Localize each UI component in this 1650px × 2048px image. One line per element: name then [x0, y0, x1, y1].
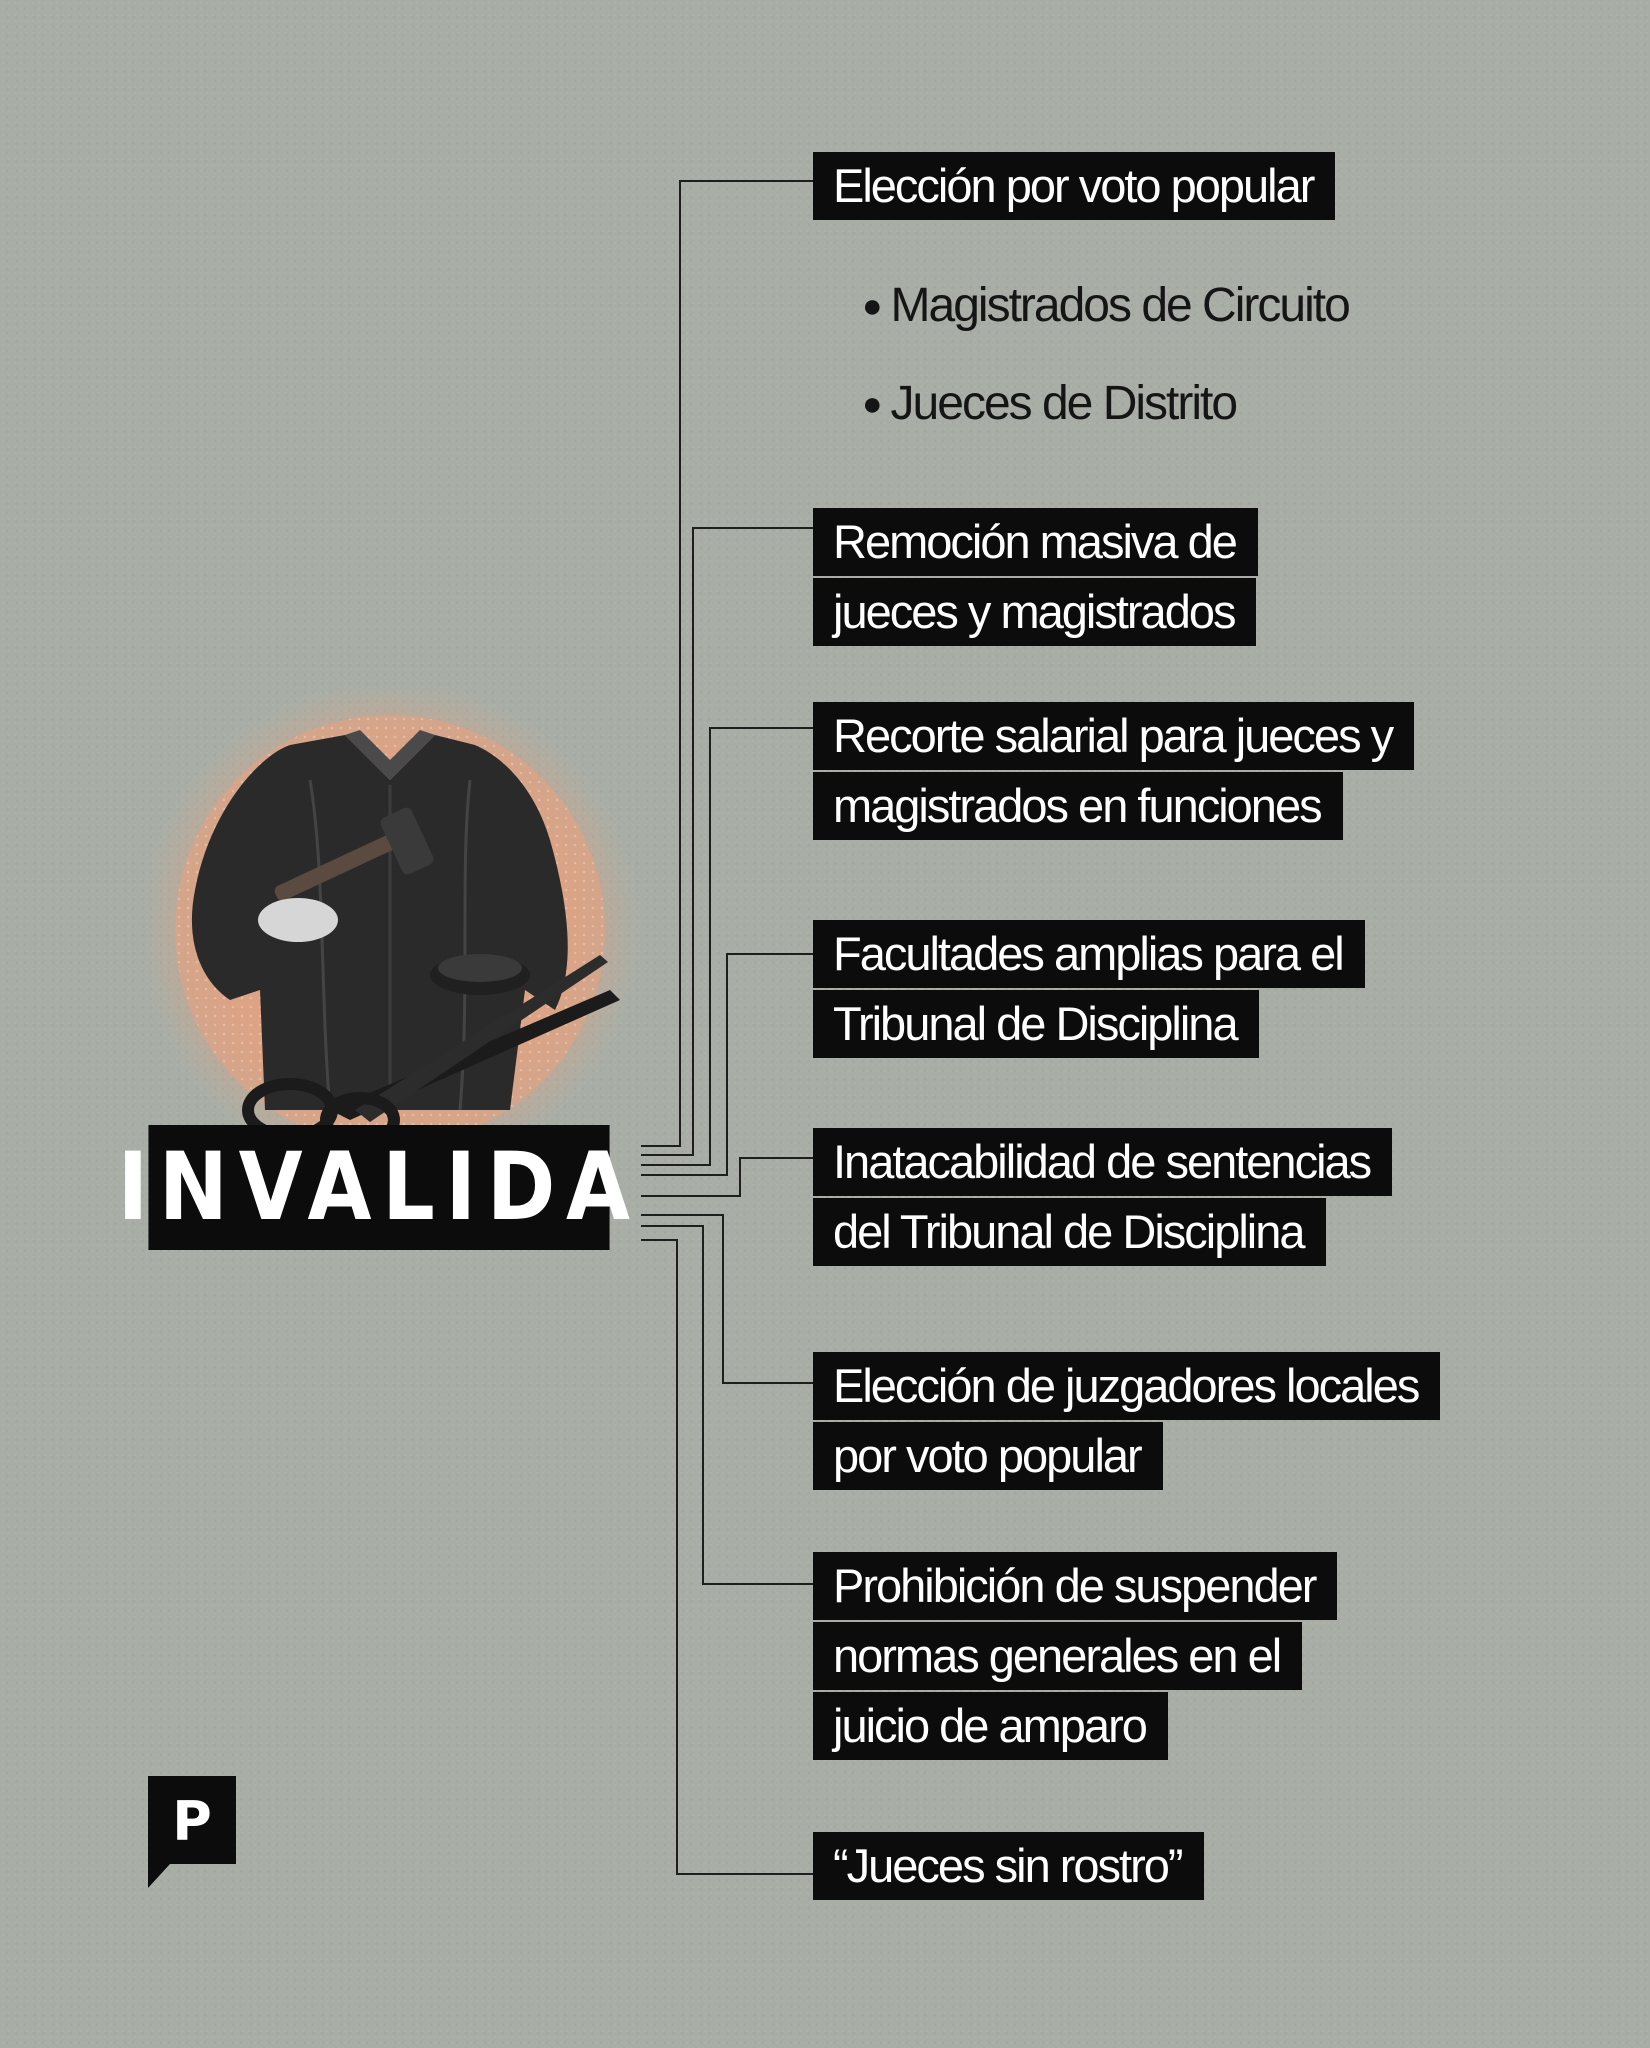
sub-item-1	[862, 278, 1349, 333]
connector-8	[641, 1240, 813, 1874]
publisher-logo-icon	[148, 1776, 236, 1888]
item-5	[813, 1128, 1392, 1268]
item-5-line-2: del Tribunal de Disciplina	[813, 1198, 1326, 1266]
item-2	[813, 508, 1258, 648]
logo-letter: P	[172, 1790, 212, 1853]
bullet-icon: ●	[862, 287, 881, 325]
item-7	[813, 1552, 1337, 1762]
sub-item-1-label: Magistrados de Circuito	[890, 279, 1349, 332]
item-6-line-2: por voto popular	[813, 1422, 1163, 1490]
sub-item-2	[862, 376, 1236, 431]
item-7-line-2: normas generales en el	[813, 1622, 1302, 1690]
item-7-line-1: Prohibición de suspender	[813, 1552, 1337, 1620]
item-4-line-2: Tribunal de Disciplina	[813, 990, 1259, 1058]
connector-7	[641, 1226, 813, 1584]
sub-item-2-label: Jueces de Distrito	[890, 377, 1237, 430]
item-3-line-1: Recorte salarial para jueces y	[813, 702, 1414, 770]
item-8	[813, 1832, 1204, 1902]
item-4-line-1: Facultades amplias para el	[813, 920, 1365, 988]
item-3-line-2: magistrados en funciones	[813, 772, 1343, 840]
judge-illustration	[150, 690, 650, 1160]
item-1	[813, 152, 1335, 222]
item-6	[813, 1352, 1440, 1492]
bullet-icon: ●	[862, 385, 881, 423]
item-8-line-1: “Jueces sin rostro”	[813, 1832, 1204, 1900]
item-5-line-1: Inatacabilidad de sentencias	[813, 1128, 1392, 1196]
main-label: INVALIDA	[148, 1125, 609, 1250]
item-3	[813, 702, 1414, 842]
item-6-line-1: Elección de juzgadores locales	[813, 1352, 1440, 1420]
item-1-line-1: Elección por voto popular	[813, 152, 1335, 220]
item-7-line-3: juicio de amparo	[813, 1692, 1168, 1760]
item-2-line-1: Remoción masiva de	[813, 508, 1258, 576]
item-2-line-2: jueces y magistrados	[813, 578, 1256, 646]
item-4	[813, 920, 1365, 1060]
connector-4	[641, 954, 813, 1175]
